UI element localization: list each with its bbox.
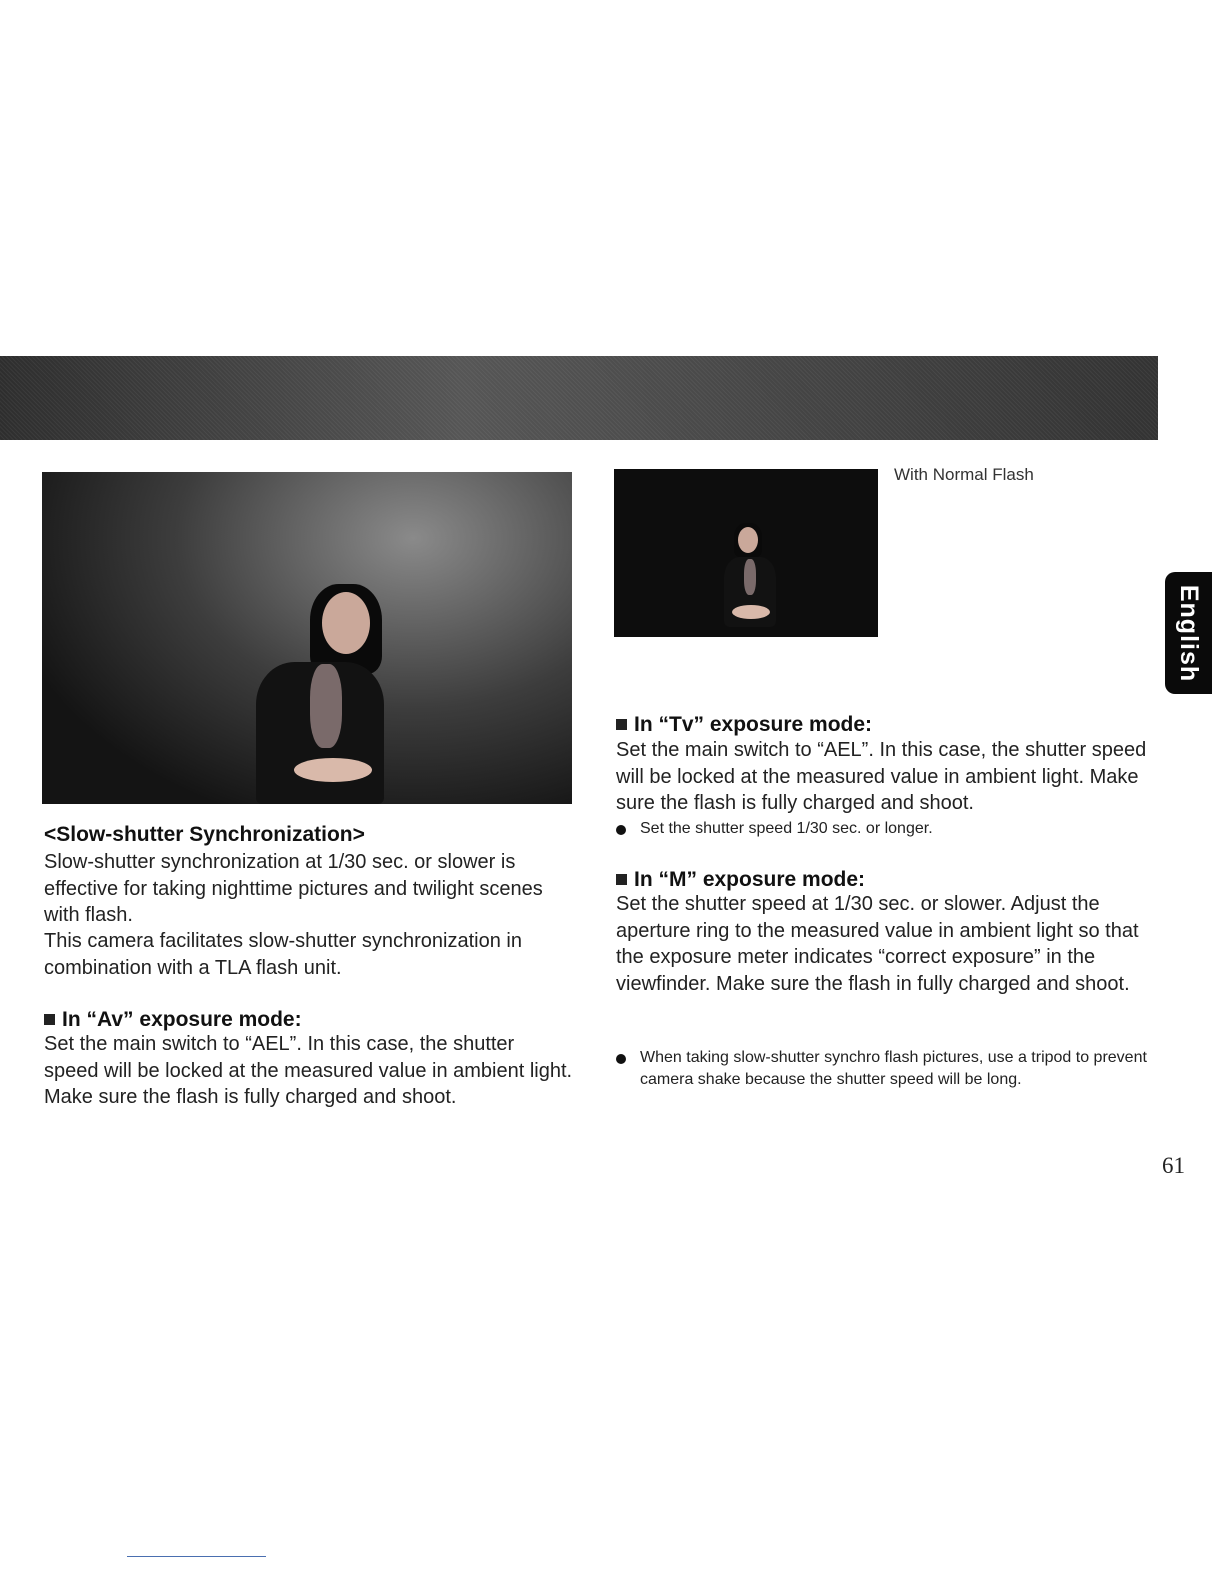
figure-hands: [732, 605, 770, 619]
section-title: <Slow-shutter Synchronization>: [44, 823, 365, 846]
m-heading: [616, 868, 865, 892]
round-bullet-icon: [616, 825, 626, 835]
intro-paragraph-2: This camera facilitates slow-shutter synchronization in combination with a TLA flash unit.: [44, 930, 522, 979]
m-note-text: When taking slow-shutter synchro flash pictures, use a tripod to prevent camera shake because the shutter speed will be long.: [640, 1049, 1147, 1088]
figure-head: [738, 527, 758, 553]
m-note: [616, 1047, 1148, 1091]
normal-flash-photo: [614, 469, 878, 637]
figure-scarf: [310, 664, 342, 748]
language-tab-label: English: [1175, 584, 1204, 682]
m-heading-text: In “M” exposure mode:: [634, 868, 866, 891]
photo-caption: With Normal Flash: [894, 465, 1034, 484]
header-band: [0, 356, 1158, 440]
square-bullet-icon: [616, 874, 627, 885]
av-heading-text: In “Av” exposure mode:: [62, 1008, 302, 1031]
page-number: 61: [1162, 1153, 1185, 1178]
av-paragraph: Set the main switch to “AEL”. In this case, the shutter speed will be locked at the measured value in ambient light. Make sure the flash is fully charged and shoot.: [44, 1033, 573, 1108]
av-heading: [44, 1008, 302, 1032]
language-tab: [1165, 572, 1212, 694]
tv-heading-text: In “Tv” exposure mode:: [634, 713, 873, 736]
figure-hands: [294, 758, 372, 782]
round-bullet-icon: [616, 1054, 626, 1064]
intro-paragraph-1: Slow-shutter synchronization at 1/30 sec. or slower is effective for taking nighttime pictures and twilight scenes with flash.: [44, 851, 543, 926]
tv-note-text: Set the shutter speed 1/30 sec. or longer.: [640, 820, 933, 837]
square-bullet-icon: [44, 1014, 55, 1025]
m-paragraph: Set the shutter speed at 1/30 sec. or slower. Adjust the aperture ring to the measured value in ambient light so that the exposure meter indicates “correct exposure” in the viewfinder. Make sure the flash in fully charged and shoot.: [616, 893, 1139, 995]
tv-note: [616, 818, 1146, 840]
tv-heading: [616, 713, 872, 737]
figure-scarf: [744, 559, 756, 595]
square-bullet-icon: [616, 719, 627, 730]
tv-paragraph: Set the main switch to “AEL”. In this case, the shutter speed will be locked at the measured value in ambient light. Make sure the flash is fully charged and shoot.: [616, 739, 1147, 814]
footer-rule: [127, 1556, 266, 1557]
figure-head: [322, 592, 370, 654]
slow-shutter-sync-photo: [42, 472, 572, 804]
